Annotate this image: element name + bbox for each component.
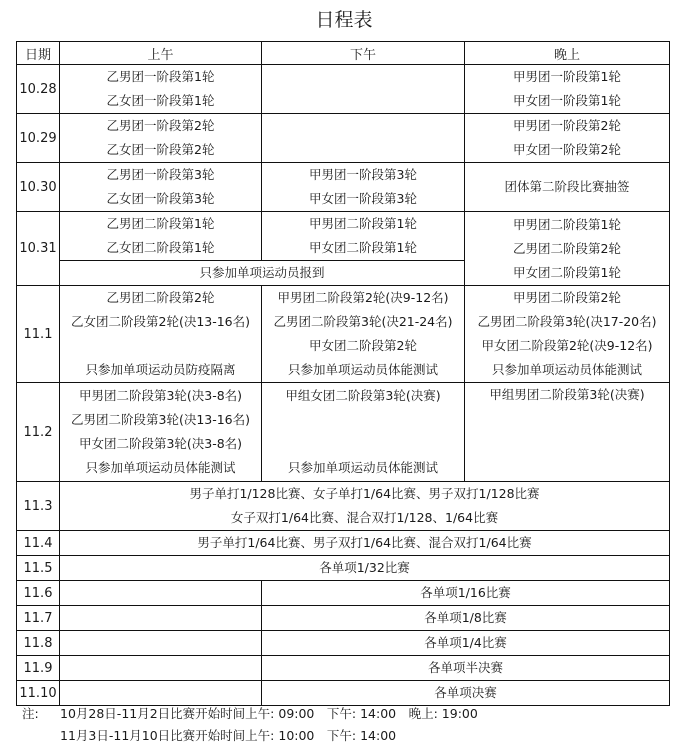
event: 乙女团一阶段第1轮 [106, 93, 215, 108]
event: 甲组女团二阶段第3轮(决赛) [285, 388, 441, 403]
event: 甲男团二阶段第1轮 [513, 216, 621, 232]
event: 乙男团二阶段第3轮(决17-20名) [477, 314, 657, 329]
event: 只参加单项运动员体能测试 [287, 362, 438, 377]
evening-cell [465, 383, 670, 482]
event: 乙女团二阶段第2轮(决13-16名) [70, 314, 251, 329]
date-cell: 11.2 [17, 383, 60, 482]
note-text-1: 10月28日-11月2日比赛开始时间上午: 09:00 下午: 14:00 晚上: 19:00 [60, 706, 478, 721]
table-row [17, 286, 670, 383]
table-row [17, 482, 670, 531]
event: 甲女团一阶段第1轮 [513, 93, 621, 108]
event: 各单项1/16比赛 [420, 585, 511, 600]
note-text-2: 11月3日-11月10日比赛开始时间上午: 10:00 下午: 14:00 [60, 728, 397, 743]
table-row [17, 606, 670, 631]
event: 只参加单项运动员防疫隔离 [85, 362, 236, 377]
morning-cell [60, 163, 262, 212]
event: 乙男团一阶段第3轮 [106, 167, 215, 182]
afternoon-cell [262, 286, 465, 383]
table-row [17, 531, 670, 556]
date-cell: 11.8 [17, 631, 60, 656]
afternoon-evening-cell [262, 606, 670, 631]
header-evening: 晚上 [465, 42, 670, 65]
afternoon-cell [262, 212, 465, 261]
date-cell: 11.9 [17, 656, 60, 681]
header-morning: 上午 [60, 42, 262, 65]
event: 乙男团二阶段第3轮(决21-24名) [273, 314, 453, 329]
event: 甲男团二阶段第2轮(决9-12名) [277, 290, 449, 305]
event: 男子单打1/64比赛、男子双打1/64比赛、混合双打1/64比赛 [197, 535, 532, 550]
event: 乙女团一阶段第2轮 [106, 142, 215, 157]
table-row [17, 65, 670, 114]
event: 只参加单项运动员体能测试 [491, 362, 642, 377]
evening-cell [465, 114, 670, 163]
event: 乙男团二阶段第3轮(决13-16名) [70, 412, 251, 427]
event: 各单项1/32比赛 [319, 560, 410, 575]
date-cell: 11.4 [17, 531, 60, 556]
afternoon-evening-cell [262, 681, 670, 706]
full-day-cell [60, 556, 670, 581]
event: 乙男团一阶段第1轮 [106, 69, 215, 84]
morning-cell [60, 681, 262, 706]
event: 男子单打1/128比赛、女子单打1/64比赛、男子双打1/128比赛 [189, 486, 540, 501]
event: 甲男团二阶段第3轮(决3-8名) [78, 388, 243, 403]
date-cell: 10.30 [17, 163, 60, 212]
date-cell: 10.29 [17, 114, 60, 163]
evening-cell [465, 163, 670, 212]
note-label: 注: [22, 706, 39, 721]
afternoon-cell [262, 65, 465, 114]
afternoon-cell [262, 163, 465, 212]
evening-cell [465, 286, 670, 383]
morning-cell [60, 114, 262, 163]
event: 甲男团一阶段第2轮 [513, 118, 621, 133]
date-cell: 10.31 [17, 212, 60, 286]
morning-cell [60, 286, 262, 383]
event [60, 334, 261, 358]
afternoon-evening-cell [262, 631, 670, 656]
event: 甲女团一阶段第3轮 [309, 191, 417, 206]
morning-cell [60, 65, 262, 114]
table-row [17, 556, 670, 581]
date-cell: 11.7 [17, 606, 60, 631]
date-cell: 11.3 [17, 482, 60, 531]
event: 各单项1/8比赛 [424, 610, 507, 625]
event: 甲女团二阶段第2轮(决9-12名) [481, 338, 653, 353]
morning-cell [60, 212, 262, 261]
table-row [17, 383, 670, 482]
event: 甲男团二阶段第2轮 [513, 290, 621, 305]
date-cell: 11.10 [17, 681, 60, 706]
event: 甲女团二阶段第1轮 [309, 240, 417, 255]
afternoon-cell [262, 114, 465, 163]
table-row [17, 681, 670, 706]
morning-cell [60, 631, 262, 656]
full-day-cell [60, 482, 670, 531]
header-afternoon: 下午 [262, 42, 465, 65]
event: 甲女团二阶段第1轮 [513, 264, 621, 280]
afternoon-cell [262, 383, 465, 482]
date-cell: 11.5 [17, 556, 60, 581]
table-row [17, 581, 670, 606]
note-line-2 [22, 726, 396, 746]
evening-cell [465, 212, 670, 286]
table-row [17, 212, 670, 261]
table-row [17, 163, 670, 212]
table-row [17, 656, 670, 681]
morning-cell [60, 656, 262, 681]
schedule-table [16, 41, 670, 706]
note-line-1 [22, 704, 478, 724]
event: 甲男团二阶段第1轮 [309, 216, 417, 231]
afternoon-evening-cell [262, 656, 670, 681]
event: 甲男团一阶段第1轮 [513, 69, 621, 84]
date-cell: 11.6 [17, 581, 60, 606]
event: 各单项半决赛 [427, 660, 503, 675]
page-title: 日程表 [315, 9, 373, 31]
event: 只参加单项运动员报到 [199, 265, 325, 280]
date-cell: 10.28 [17, 65, 60, 114]
morning-cell [60, 581, 262, 606]
header-date: 日期 [17, 42, 60, 65]
event: 乙男团二阶段第2轮 [106, 290, 215, 305]
event: 乙男团二阶段第2轮 [513, 240, 621, 256]
full-day-cell [60, 531, 670, 556]
afternoon-evening-cell [262, 581, 670, 606]
event: 乙女团一阶段第3轮 [106, 191, 215, 206]
event: 团体第二阶段比赛抽签 [504, 179, 630, 194]
morning-cell [60, 606, 262, 631]
event: 乙女团二阶段第1轮 [106, 240, 215, 255]
event: 乙男团一阶段第2轮 [106, 118, 215, 133]
date-cell: 11.1 [17, 286, 60, 383]
event: 各单项决赛 [434, 685, 497, 700]
table-row [17, 114, 670, 163]
merged-morning-afternoon-cell [60, 261, 465, 286]
event: 甲女团二阶段第2轮 [309, 338, 417, 353]
morning-cell [60, 383, 262, 482]
event [262, 408, 464, 432]
event: 只参加单项运动员体能测试 [287, 460, 438, 475]
event: 甲女团二阶段第3轮(决3-8名) [78, 436, 243, 451]
event: 女子双打1/64比赛、混合双打1/128、1/64比赛 [230, 510, 499, 525]
event: 只参加单项运动员体能测试 [85, 460, 236, 475]
table-row [17, 631, 670, 656]
event: 乙男团二阶段第1轮 [106, 216, 215, 231]
event: 各单项1/4比赛 [424, 635, 507, 650]
evening-cell [465, 65, 670, 114]
header-row [17, 42, 670, 65]
event: 甲男团一阶段第3轮 [309, 167, 417, 182]
event: 甲女团一阶段第2轮 [513, 142, 621, 157]
event [262, 432, 464, 456]
event: 甲组男团二阶段第3轮(决赛) [489, 387, 645, 402]
